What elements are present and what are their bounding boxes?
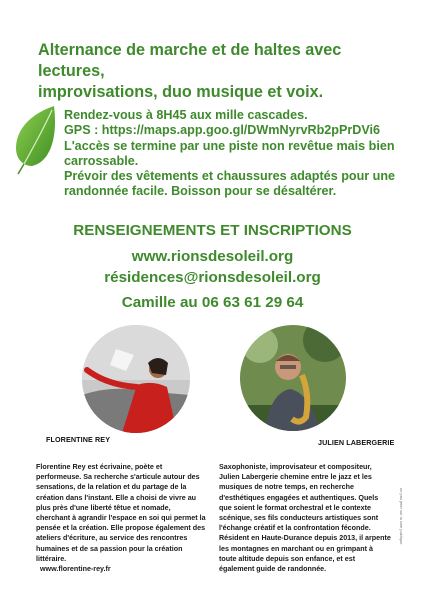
intro-heading (38, 40, 408, 103)
florentine-bio-text: Florentine Rey est écrivaine, poète et performeuse. Sa recherche s'articule autour des sensations, de la relation et du partage de la création dans l'instant. Elle a choisi de vivre au plus près d'une liberté têtue et nomade, cherchant à agrandir l'espace en soi qui permet la pensée et la création. Elle propose également des ateliers d'écriture, au service des rencontres humaines et de sa passion pour la création littéraire. (36, 463, 206, 563)
website-link[interactable]: www.rionsdesoleil.org (131, 248, 294, 265)
julien-bio: Saxophoniste, improvisateur et compositeur, Julien Labergerie chemine entre le jazz et les musiques de notre temps, en recherche d'esthétiques engagées et authentiques. Quels que soient le format orchestral et le contexte scénique, ses fils conducteurs artistiques sont l'échange créatif et la confrontation féconde. Résident en Haute-Durance depuis 2013, il arpente les montagnes en marchant ou en grimpant à toute altitude depuis son enfance, et est également guide de randonnée. (219, 463, 391, 574)
vertical-footer-note: ne pas jeter sur la voie publique (399, 488, 404, 545)
leaf-icon (10, 104, 60, 176)
florentine-photo (82, 325, 190, 433)
florentine-bio (36, 462, 206, 574)
advice-text: Prévoir des vêtements et chaussures adaptés pour une randonnée facile. Boisson pour se désaltérer. (64, 169, 396, 199)
intro-line-2: improvisations, duo musique et voix. (38, 83, 324, 101)
meeting-point-text: Rendez-vous à 8H45 aux mille cascades. (64, 108, 308, 122)
access-text: L'accès se termine par une piste non revêtue mais bien carrossable. (64, 138, 395, 168)
intro-line-1: Alternance de marche et de haltes avec lectures, (38, 41, 342, 80)
florentine-website-link[interactable]: www.florentine-rey.fr (40, 565, 111, 574)
florentine-name: FLORENTINE REY (46, 435, 111, 444)
gps-link[interactable]: GPS : https://maps.app.goo.gl/DWmNyrvRb2pPrDVi6 (64, 123, 381, 138)
event-details (64, 108, 419, 200)
julien-photo (240, 325, 346, 431)
julien-name: JULIEN LABERGERIE (318, 438, 395, 447)
email-link[interactable]: résidences@rionsdesoleil.org (104, 269, 321, 286)
contact-heading: RENSEIGNEMENTS ET INSCRIPTIONS (73, 222, 352, 239)
phone-contact: Camille au 06 63 61 29 64 (121, 294, 304, 311)
